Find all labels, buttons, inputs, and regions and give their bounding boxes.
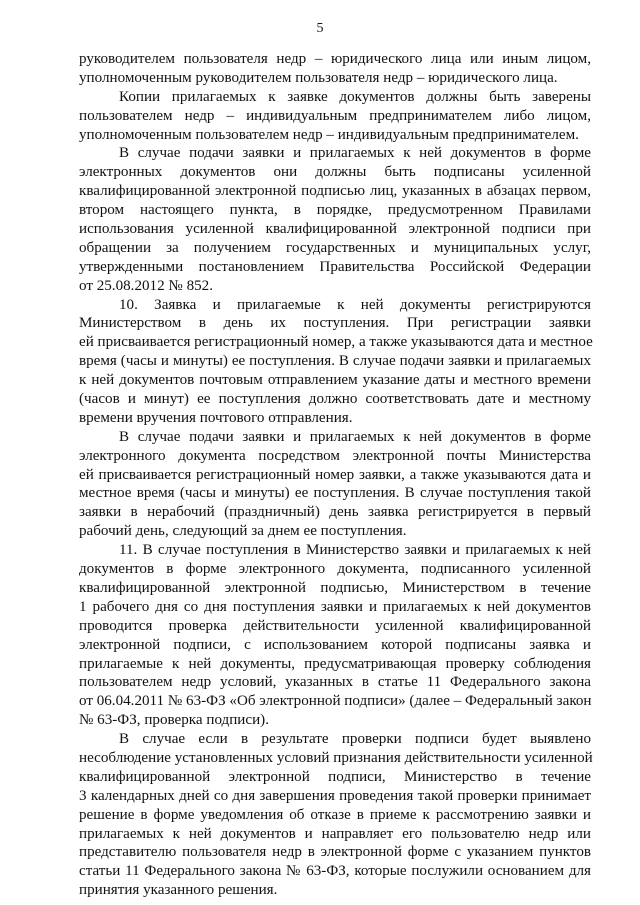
paragraph xyxy=(79,50,591,88)
text-line: принятия указанного решения. xyxy=(79,882,278,899)
text-line: местное время (часы и минуты) ее поступления. В случае поступления такой xyxy=(79,485,591,502)
text-line: к ней документов почтовым отправлением указание даты и местного времени xyxy=(79,372,591,389)
text-line: квалифицированной электронной подписью, Министерством в течение xyxy=(79,579,591,596)
text-line: прилагаемых к ней документов и направляет его пользователю недр или xyxy=(79,825,591,842)
text-line: прилагаемые к ней документы, предусматривающая проверку соблюдения xyxy=(79,655,591,672)
text-line: времени вручения почтового отправления. xyxy=(79,409,353,426)
text-line: решение в форме уведомления об отказе в приеме к рассмотрению заявки и xyxy=(79,806,591,823)
text-line: рабочий день, следующий за днем ее поступления. xyxy=(79,523,407,540)
text-line: уполномоченным руководителем пользователя недр – юридического лица. xyxy=(79,69,558,86)
text-line: несоблюдение установленных условий признания действительности усиленной xyxy=(79,749,593,766)
text-line: 3 календарных дней со дня завершения проведения такой проверки принимает xyxy=(79,787,591,804)
text-line: В случае если в результате проверки подписи будет выявлено xyxy=(119,731,591,748)
text-line: (часов и минут) ее поступления должно соответствовать дате и местному xyxy=(79,391,591,408)
text-line: пользователем недр условий, указанных в статье 11 Федерального закона xyxy=(79,674,591,691)
text-line: статьи 11 Федерального закона № 63-ФЗ, которые послужили основанием для xyxy=(79,863,591,880)
text-line: уполномоченным пользователем недр – индивидуальным предпринимателем. xyxy=(79,126,579,143)
text-line: Копии прилагаемых к заявке документов должны быть заверены xyxy=(119,88,591,105)
text-line: 10. Заявка и прилагаемые к ней документы регистрируются xyxy=(119,296,591,313)
text-line: руководителем пользователя недр – юридического лица или иным лицом, xyxy=(79,51,591,67)
text-line: проводится проверка действительности усиленной квалифицированной xyxy=(79,617,591,634)
text-line: ей присваивается регистрационный номер, а также указываются дата и местное xyxy=(79,334,593,351)
text-line: В случае подачи заявки и прилагаемых к ней документов в форме xyxy=(119,145,591,162)
text-line: Министерством в день их поступления. При регистрации заявки xyxy=(79,315,591,332)
text-line: от 25.08.2012 № 852. xyxy=(79,277,214,294)
text-line: время (часы и минуты) ее поступления. В случае подачи заявки и прилагаемых xyxy=(79,353,591,370)
text-line: от 06.04.2011 № 63-ФЗ «Об электронной подписи» (далее – Федеральный закон xyxy=(79,693,592,710)
text-line: утвержденными постановлением Правительства Российской Федерации xyxy=(79,258,591,275)
text-line: обращении за получением государственных и муниципальных услуг, xyxy=(79,239,591,256)
text-line: использования усиленной квалифицированной электронной подписи при xyxy=(79,221,591,238)
document-body xyxy=(79,50,591,900)
text-line: втором настоящего пункта, в порядке, предусмотренном Правилами xyxy=(79,202,591,219)
paragraph xyxy=(79,88,591,145)
text-line: заявки в нерабочий (праздничный) день заявка регистрируется в первый xyxy=(79,504,591,521)
paragraph xyxy=(79,428,591,541)
text-line: В случае подачи заявки и прилагаемых к ней документов в форме xyxy=(119,428,591,445)
paragraph xyxy=(79,296,591,428)
paragraph xyxy=(79,144,591,295)
text-line: документов в форме электронного документа, подписанного усиленной xyxy=(79,561,591,578)
paragraph xyxy=(79,541,591,730)
text-line: ей присваивается регистрационный номер заявки, а также указываются дата и xyxy=(79,466,591,483)
text-line: квалифицированной электронной подписью лиц, указанных в абзацах первом, xyxy=(79,183,591,200)
text-line: электронной подписи, с использованием которой подписаны заявка и xyxy=(79,636,591,653)
text-line: № 63-ФЗ, проверка подписи). xyxy=(79,712,269,729)
paragraph xyxy=(79,730,591,900)
text-line: 1 рабочего дня со дня поступления заявки и прилагаемых к ней документов xyxy=(79,598,591,615)
text-line: электронного документа посредством электронной почты Министерства xyxy=(79,447,591,464)
text-line: электронных документов они должны быть подписаны усиленной xyxy=(79,164,591,181)
text-line: квалифицированной электронной подписи, Министерство в течение xyxy=(79,768,591,785)
text-line: 11. В случае поступления в Министерство заявки и прилагаемых к ней xyxy=(119,542,591,559)
text-line: пользователем недр – индивидуальным предпринимателем либо лицом, xyxy=(79,107,591,124)
page-number: 5 xyxy=(316,21,324,36)
text-line: представителю пользователя недр в электронной форме с указанием пунктов xyxy=(79,844,591,861)
